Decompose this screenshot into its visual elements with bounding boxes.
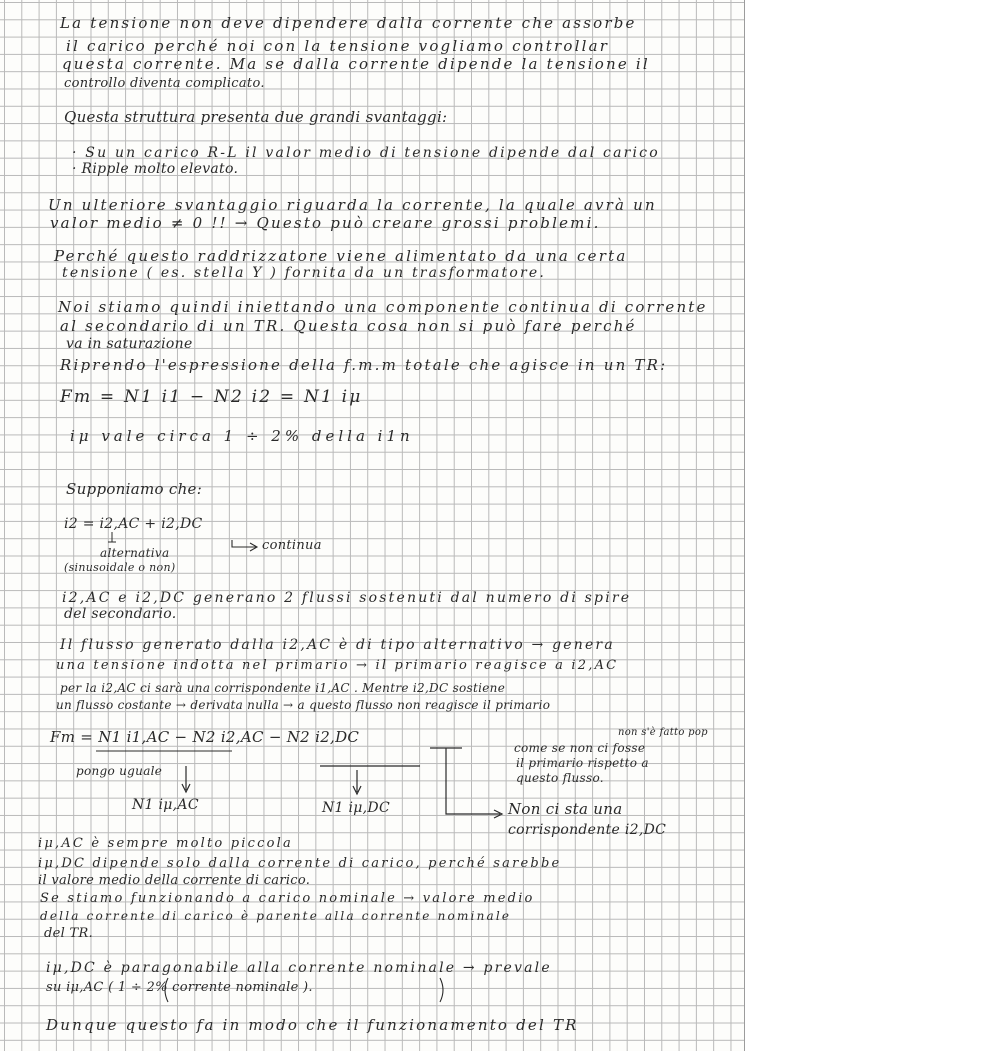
note-line: della corrente di carico è parente alla corrente nominale — [40, 909, 512, 923]
formula-n1-imu-dc: N1 iμ,DC — [322, 800, 390, 816]
note-line: Se stiamo funzionando a carico nominale → valore medio — [40, 891, 535, 906]
note-line: questa corrente. Ma se dalla corrente dipende la tensione il — [62, 55, 650, 73]
note-line: Perché questo raddrizzatore viene alimentato da una certa — [54, 247, 628, 265]
note-line: · Su un carico R-L il valor medio di tensione dipende dal carico — [72, 145, 660, 161]
note-line: del secondario. — [64, 606, 177, 622]
note-line: del TR. — [44, 926, 93, 941]
note-line: valor medio ≠ 0 !! → Questo può creare grossi problemi. — [50, 214, 601, 232]
note-line: su iμ,AC ( 1 ÷ 2% corrente nominale ). — [46, 980, 313, 995]
note-line: un flusso costante → derivata nulla → a questo flusso non reagisce il primario — [56, 698, 551, 712]
note-line: Questa struttura presenta due grandi svantaggi: — [64, 108, 448, 126]
annotation-sinusoidale: (sinusoidale o non) — [64, 561, 176, 574]
note-line: il primario rispetto a — [516, 756, 649, 770]
formula-fmm: Fm = N1 i1 − N2 i2 = N1 iμ — [60, 387, 363, 407]
annotation-pongo-uguale: pongo uguale — [76, 764, 163, 778]
formula-n1-imu-ac: N1 iμ,AC — [132, 797, 199, 813]
note-line: Non ci sta una — [508, 800, 623, 818]
note-line: Dunque questo fa in modo che il funzionamento del TR — [46, 1016, 579, 1034]
note-line: iμ,AC è sempre molto piccola — [38, 836, 293, 851]
note-line: tensione ( es. stella Y ) fornita da un trasformatore. — [62, 265, 547, 281]
note-line: iμ,DC è paragonabile alla corrente nominale → prevale — [46, 960, 552, 976]
annotation-small: non s'è fatto pop — [618, 727, 708, 738]
note-line: il carico perché noi con la tensione vogliamo controllar — [66, 37, 610, 55]
note-line: il valore medio della corrente di carico. — [38, 873, 311, 888]
note-line: Noi stiamo quindi iniettando una componente continua di corrente — [58, 298, 708, 316]
note-line: al secondario di un TR. Questa cosa non si può fare perché — [60, 317, 637, 335]
note-line: controllo diventa complicato. — [64, 76, 265, 91]
note-line: come se non ci fosse — [514, 741, 646, 755]
note-line: iμ vale circa 1 ÷ 2% della i1n — [70, 427, 414, 445]
note-line: · Ripple molto elevato. — [72, 161, 239, 177]
note-line: Supponiamo che: — [66, 480, 203, 498]
note-line: i2,AC e i2,DC generano 2 flussi sostenuti dal numero di spire — [62, 590, 632, 606]
note-line: Il flusso generato dalla i2,AC è di tipo alternativo → genera — [60, 637, 615, 653]
note-line: una tensione indotta nel primario → il primario reagisce a i2,AC — [56, 658, 619, 673]
note-line: questo flusso. — [516, 771, 604, 785]
note-line: va in saturazione — [66, 336, 193, 352]
formula-i2: i2 = i2,AC + i2,DC — [64, 516, 203, 532]
note-line: per la i2,AC ci sarà una corrispondente i1,AC . Mentre i2,DC sostiene — [60, 681, 506, 695]
note-line: iμ,DC dipende solo dalla corrente di carico, perché sarebbe — [38, 856, 562, 871]
annotation-continua: continua — [262, 538, 322, 553]
note-line: Un ulteriore svantaggio riguarda la corrente, la quale avrà un — [48, 196, 657, 214]
note-line: La tensione non deve dipendere dalla corrente che assorbe — [60, 14, 637, 32]
note-line: Riprendo l'espressione della f.m.m totale che agisce in un TR: — [60, 356, 668, 374]
note-line: corrispondente i2,DC — [508, 822, 667, 838]
formula-fmm-expanded: Fm = N1 i1,AC − N2 i2,AC − N2 i2,DC — [50, 728, 360, 746]
annotation-alternativa: alternativa — [100, 546, 170, 560]
